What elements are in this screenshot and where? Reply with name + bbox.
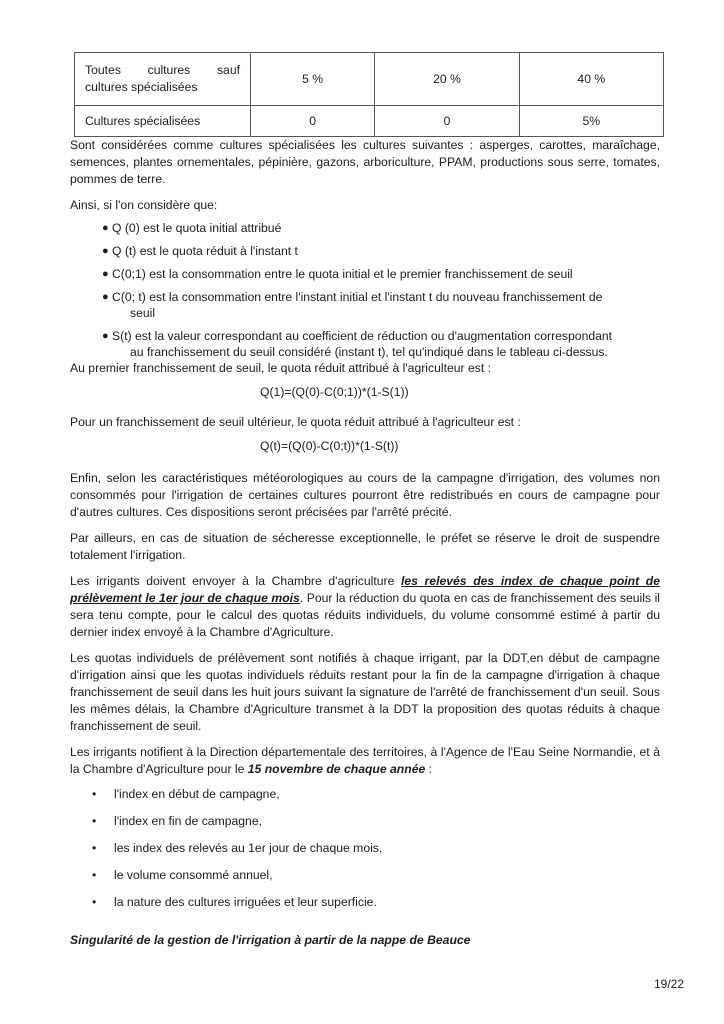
notification-list bbox=[70, 786, 660, 911]
reduction-table bbox=[74, 52, 664, 137]
section-heading: Singularité de la gestion de l'irrigation à partir de la nappe de Beauce bbox=[70, 933, 471, 947]
formula-later: Q(t)=(Q(0)-C(0;t))*(1-S(t)) bbox=[260, 439, 399, 453]
list-item: • les index des relevés au 1er jour de chaque mois, bbox=[92, 841, 383, 855]
table-row bbox=[75, 106, 664, 137]
table-cell: 0 bbox=[251, 106, 375, 137]
paragraph-first-threshold: Au premier franchissement de seuil, le quota réduit attribué à l'agriculteur est : bbox=[70, 361, 491, 375]
list-item: • l'index en fin de campagne, bbox=[92, 814, 262, 828]
page-number: 19/22 bbox=[653, 977, 684, 991]
bullet-icon: • bbox=[92, 787, 97, 801]
table-cell: 5 % bbox=[251, 53, 375, 106]
table-cell: 5% bbox=[519, 106, 663, 137]
bullet-icon: ● bbox=[102, 330, 109, 342]
table-row bbox=[75, 53, 664, 106]
document-page bbox=[70, 52, 660, 949]
bullet-icon: ● bbox=[102, 291, 109, 303]
paragraph-specialised-crops: Sont considérées comme cultures spécialisées les cultures suivantes : asperges, carottes, maraîchage, semences, plantes ornementales, pépinière, gazons, arboriculture, PPAM, productions sous serre, tomates, pommes de terre. bbox=[70, 138, 660, 186]
emphasis-date: 15 novembre de chaque année bbox=[247, 762, 426, 776]
bullet-icon: • bbox=[92, 841, 97, 855]
formula-first: Q(1)=(Q(0)-C(0;1))*(1-S(1)) bbox=[260, 385, 409, 399]
list-item: ● Q (t) est le quota réduit à l'instant t bbox=[102, 244, 298, 258]
list-item: ● S(t) est la valeur correspondant au coefficient de réduction ou d'augmentation correspondant au franchissement du seuil considéré (instant t), tel qu'indiqué dans le tableau ci-dessus. bbox=[102, 329, 613, 359]
definition-list bbox=[70, 220, 660, 360]
paragraph-meter-readings: Les irrigants doivent envoyer à la Chambre d'agriculture les relevés des index de chaque point de prélèvement le 1er jour de chaque mois. Pour la réduction du quota en cas de franchissement des seuils il sera tenu compte, pour le calcul des quotas réduits individuels, du volume consommé estimé à partir du dernier index envoyé à la Chambre d'Agriculture. bbox=[70, 574, 661, 639]
list-item: • le volume consommé annuel, bbox=[92, 868, 273, 882]
table-cell-label: Toutes cultures sauf cultures spécialisées bbox=[75, 53, 251, 106]
paragraph-redistribution: Enfin, selon les caractéristiques météorologiques au cours de la campagne d'irrigation, des volumes non consommés pour l'irrigation de certaines cultures pourront être redistribués en cours de campagne pour d'autres cultures. Ces dispositions seront précisées par l'arrêté précité. bbox=[70, 471, 660, 519]
list-item: • la nature des cultures irriguées et leur superficie. bbox=[92, 895, 377, 909]
list-item: • l'index en début de campagne, bbox=[92, 787, 280, 801]
bullet-icon: ● bbox=[102, 245, 109, 257]
paragraph-notification: Les irrigants notifient à la Direction départementale des territoires, à l'Agence de l'Eau Seine Normandie, et à la Chambre d'Agriculture pour le 15 novembre de chaque année : bbox=[70, 745, 660, 776]
paragraph-intro: Ainsi, si l'on considère que: bbox=[70, 198, 218, 212]
emphasis-readings: les relevés des index de chaque point de prélèvement le 1er jour de chaque mois bbox=[70, 574, 661, 605]
paragraph-drought: Par ailleurs, en cas de situation de sécheresse exceptionnelle, le préfet se réserve le droit de suspendre totalement l'irrigation. bbox=[70, 531, 660, 562]
table-cell: 20 % bbox=[375, 53, 519, 106]
bullet-icon: ● bbox=[102, 268, 109, 280]
list-item: ● C(0; t) est la consommation entre l'instant initial et l'instant t du nouveau franchissement de seuil bbox=[102, 290, 603, 320]
paragraph-later-threshold: Pour un franchissement de seuil ultérieur, le quota réduit attribué à l'agriculteur est : bbox=[70, 415, 521, 429]
list-item: ● Q (0) est le quota initial attribué bbox=[102, 221, 282, 235]
table-cell: 0 bbox=[375, 106, 519, 137]
bullet-icon: • bbox=[92, 814, 97, 828]
bullet-icon: • bbox=[92, 868, 97, 882]
table-cell: 40 % bbox=[519, 53, 663, 106]
paragraph-quotas: Les quotas individuels de prélèvement sont notifiés à chaque irrigant, par la DDT,en début de campagne d'irrigation ainsi que les quotas individuels réduits restant pour la fin de la campagne d'irrigation à chaque franchissement de seuil dans les huit jours suivant la signature de l'arrêté de franchissement d'un seuil. Sous les mêmes délais, la Chambre d'Agriculture transmet à la DDT la proposition des quotas réduits à chaque franchissement de seuil. bbox=[70, 651, 660, 733]
bullet-icon: • bbox=[92, 895, 97, 909]
list-item: ● C(0;1) est la consommation entre le quota initial et le premier franchissement de seuil bbox=[102, 267, 573, 281]
table-cell-label: Cultures spécialisées bbox=[75, 106, 251, 137]
bullet-icon: ● bbox=[102, 222, 109, 234]
